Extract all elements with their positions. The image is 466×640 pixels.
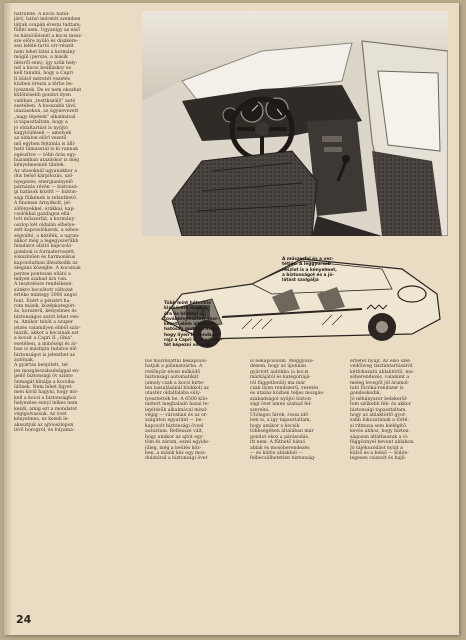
- magazine-page: [4, 3, 459, 635]
- chassis-drawing-caption: Több mint hétmillió kisméretű munka- óra és kétezer új, továbbfejlesztett szer- kezeti elem alkalmaz- hatóság mutatja meg, hogy ilyen is, rendszer- rajz a Capri II. szerkeze- tét képezni vonalát: [164, 301, 223, 349]
- article-text-bottom-column-2: is bekapcsolom. Meggyőző- désem, hogy az újonnan gyártott autókba (a kocsi márkájától és kategóriájá- tól függetlenül) ma már csak ilyen rendszerű, vezetés és utazás közben teljes mozgás- szabadságot nyújtó bizton- sági övet lenne szabad fel- szerelni. Utólagos hírek, rossz idő- ben is, a így tapasztaltam, hogy amikor a kocsik többségében általában már gondot okoz a párásodás, itt nem. A fűthető hátsó ablak és mosóberendezés — és külön ablakból — felbecsülhetetlen biztonság-: [250, 359, 325, 462]
- page-fold-shadow: [4, 3, 12, 635]
- article-text-bottom-column-1: tos mozdulattal bekapcsol- hatjuk a pillanatzárba. A redőnyár-elven működő biztonsági automatikát (amely csak a kocsi hirte- len lassulásánál blokkol) az utastér oldalfalába süly- lyesztették be. A 6500 kilo- métert meghaladó hazai te- lepítésűk alkalmával mind- végig — városban és az or- szágúton egyaránt — be- kapcsolt biztonsági övvel autóztam. Reflexszé vált, hogy amikor az ajtót egy- töm és zárom, ezzel egyide- jűleg, még a beülés köz- ben, a másik kéz egy moz- dulatával a biztonsági övet: [145, 359, 210, 462]
- interior-photo-caption: A műszerfal és a vez- tétlés. A leggyorsab részlet is a kényelmet, a biztonságot és a jó- látást szolgálja: [282, 257, 337, 284]
- page-number: 24: [16, 613, 32, 626]
- car-interior-illustration: [142, 11, 448, 236]
- car-interior-photo: [142, 11, 448, 236]
- article-text-left-column: hátrafelé. A kocsi hátul- járó, hátsó méretét szemben látjuk csupán érezni tudtam; füllni nem. Ugyanígy az első és hátsóülésnél a kocsi mesz- sze előre nyúló és díszkére- sen lefelé-tartó orr-részét nem lehet látni a kormány mögül (persze, a másik ülésről sem), így szűk hely- nél a kocsi beálláskor ez kell tanulni, hogy a Capri II külső méretét vezetés közben érezni a térbe be- lyesznek. De ez nem okozhat különösebb gondot ilyen valóban „testtkszülő" autó esetében. A hosszabb távú utazásokon, az úgynevezett „nagy lépések" alkalmával is tapasztaltam, hogy a jó oldaltartást is nyújtó kagylóülések — amelyek az oldalon előrl vezető mű egyben fejtámla is állí- ható támasszal is ki vannak egészítve — több órás egy- huzamban utazáskor is még kényelmesnek tűntek. Az utasoknál ugyanakkor a dús belső kárpitozás, sző- nyegezés, energiaelnyelő párnázás révén — biztonsá- gi hatások között — bizton- sági fülkének is tekinthető. A finoman árnyékolt, jel- zőfényekkel, órákkal, kap- csolókkal gazdagon ellá- tott műszerfal, a kormány- oszlop két oldalán elhelye- zett kapcsolókarok, a sebes- ségváltó, a kézifék, a ugran- akkor még a legegyszerűbb feladatot ellátó kapcsoló- gombok is formatervezett, sokszínűen és harmonikus kapcsolatban illeszkedik az elegáns közegbe. A kocsinak perzse pontosan ellátó a milyen szabad ára van. A tesztelésre rendelkezé- sünkre bocsátott változat értéke mintegy 3000 angol font. Ezért a pénzért ha- rom másik, középkategóri- ás, korszerű, kényelmes és biztonságos autót lehet ven- ni. Amikor tehát a szuper jelzés valamilyen ebből szár- mazik, akkor a kocsinak ezt a kocsit a Capri II „Ghia" esetében, a minőségi és ár- ban is másfajta tudatos élő biztonságot is jelenthet az autónak. A gyártás beépített, tel- jes mozgásszabadsággal en- gedő biztonsági öv szinte önmagát kínálja a kocsiba ülőnek. Nem lehet figyel- men kívül hagyni, hogy mó- kell a kocsi a biztonsághoz helyezése ennyi lelkes nem kezdi, amig ezt a mondatot végigolvassuk. Az övet kényelmes, ez kezeli le- akasztjuk az ajtóoszlopon lévő horogról, és folyama-: [14, 12, 83, 434]
- article-text-bottom-column-3: érzetet nyújt. Az első szél- védőüveg tisztántartásáról kétfokozatú ablaktörlő, mo- sóberendezés, valamint a meleg levegőt jól áramol- tató fúvóka-rendszer is gondoskodik. Jó néhányszor belekerül- tem szűkebb fék- és akkor biztonsági tapasztaltam, hogy az ablaktörlő gyor- sabb fokozatának a törlé- si ritmusa sem kielégítő. kevés ahhoz, hogy bizton- ságosan átláthassuk a vi- függönnyel bevont ablakon. Jó tájékozódást nyújt a külső és a belső — külön- legesen csiszolt és hajlí-: [350, 359, 415, 462]
